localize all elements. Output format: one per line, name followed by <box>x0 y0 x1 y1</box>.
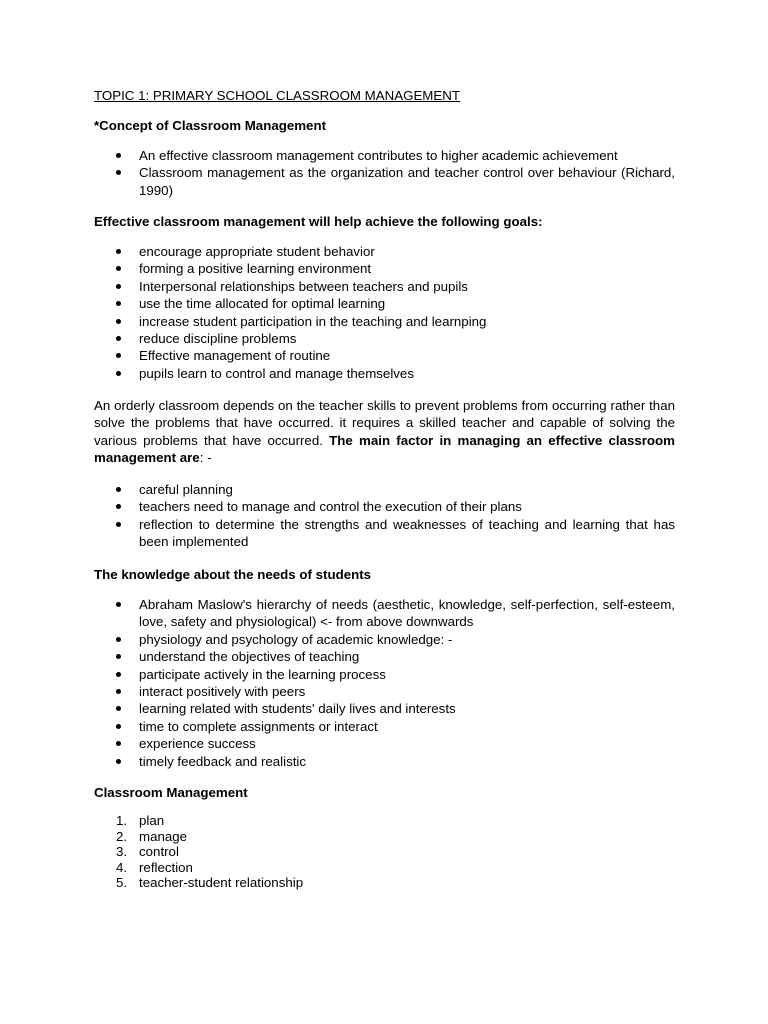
list-item: Abraham Maslow's hierarchy of needs (aesthetic, knowledge, self-perfection, self-esteem, love, safety and physiological) <- from above downwards <box>94 596 675 631</box>
bullet-icon <box>116 741 121 746</box>
bullet-icon <box>116 689 121 694</box>
list-item: 4. reflection <box>116 859 193 875</box>
section-heading-needs: The knowledge about the needs of students <box>94 567 372 582</box>
list-item: use the time allocated for optimal learning <box>94 295 675 312</box>
needs-bullet-list <box>94 596 675 770</box>
bullet-icon <box>116 602 121 607</box>
list-item: interact positively with peers <box>94 683 675 700</box>
bullet-icon <box>116 654 121 659</box>
list-item: careful planning <box>94 481 675 498</box>
bullet-icon <box>116 266 121 271</box>
document-title: TOPIC 1: PRIMARY SCHOOL CLASSROOM MANAGEMENT <box>94 88 460 103</box>
list-item: reduce discipline problems <box>94 330 675 347</box>
list-item: 3. control <box>116 844 179 860</box>
paragraph-bold-phrase: The main factor in managing an effective classroom management are <box>94 432 675 466</box>
classroom-management-numbered-list <box>94 813 675 891</box>
bullet-icon <box>116 522 121 527</box>
list-item: 2. manage <box>116 828 188 844</box>
bullet-icon <box>116 249 121 254</box>
list-item: timely feedback and realistic <box>94 753 675 770</box>
factors-bullet-list <box>94 481 675 551</box>
list-item: teachers need to manage and control the execution of their plans <box>94 498 675 515</box>
list-item: experience success <box>94 735 675 752</box>
bullet-icon <box>116 371 121 376</box>
body-paragraph: An orderly classroom depends on the teacher skills to prevent problems from occurring rather than solve the problems that have occurred. it requires a skilled teacher and capable of solving the various problems that have occurred. The main factor in managing an effective classroom management are: - <box>94 398 675 466</box>
bullet-icon <box>116 724 121 729</box>
list-item: learning related with students' daily lives and interests <box>94 700 675 717</box>
bullet-icon <box>116 336 121 341</box>
bullet-icon <box>116 759 121 764</box>
bullet-icon <box>116 672 121 677</box>
bullet-icon <box>116 301 121 306</box>
bullet-icon <box>116 319 121 324</box>
bullet-icon <box>116 637 121 642</box>
list-item: encourage appropriate student behavior <box>94 243 675 260</box>
bullet-icon <box>116 353 121 358</box>
list-item: 1. plan <box>116 813 165 828</box>
list-item: reflection to determine the strengths and weaknesses of teaching and learning that has been implemented <box>94 516 675 551</box>
bullet-icon <box>116 284 121 289</box>
list-item: time to complete assignments or interact <box>94 718 675 735</box>
list-item: Interpersonal relationships between teachers and pupils <box>94 278 675 295</box>
list-item: 5. teacher-student relationship <box>116 875 304 891</box>
list-item: Classroom management as the organization and teacher control over behaviour (Richard, 1990) <box>94 164 675 199</box>
section-heading-classroom-management: Classroom Management <box>94 785 248 800</box>
list-item: Effective management of routine <box>94 347 675 364</box>
list-item: An effective classroom management contributes to higher academic achievement <box>94 147 675 164</box>
goals-bullet-list <box>94 243 675 382</box>
list-item: understand the objectives of teaching <box>94 648 675 665</box>
list-item: pupils learn to control and manage themselves <box>94 365 675 382</box>
concept-bullet-list <box>94 147 675 199</box>
list-item: participate actively in the learning process <box>94 666 675 683</box>
section-heading-goals: Effective classroom management will help achieve the following goals: <box>94 214 543 229</box>
bullet-icon <box>116 153 121 158</box>
list-item: forming a positive learning environment <box>94 260 675 277</box>
bullet-icon <box>116 706 121 711</box>
list-item: physiology and psychology of academic knowledge: - <box>94 631 675 648</box>
bullet-icon <box>116 504 121 509</box>
bullet-icon <box>116 170 121 175</box>
section-heading-concept: *Concept of Classroom Management <box>94 118 326 133</box>
list-item: increase student participation in the teaching and learnping <box>94 313 675 330</box>
bullet-icon <box>116 487 121 492</box>
